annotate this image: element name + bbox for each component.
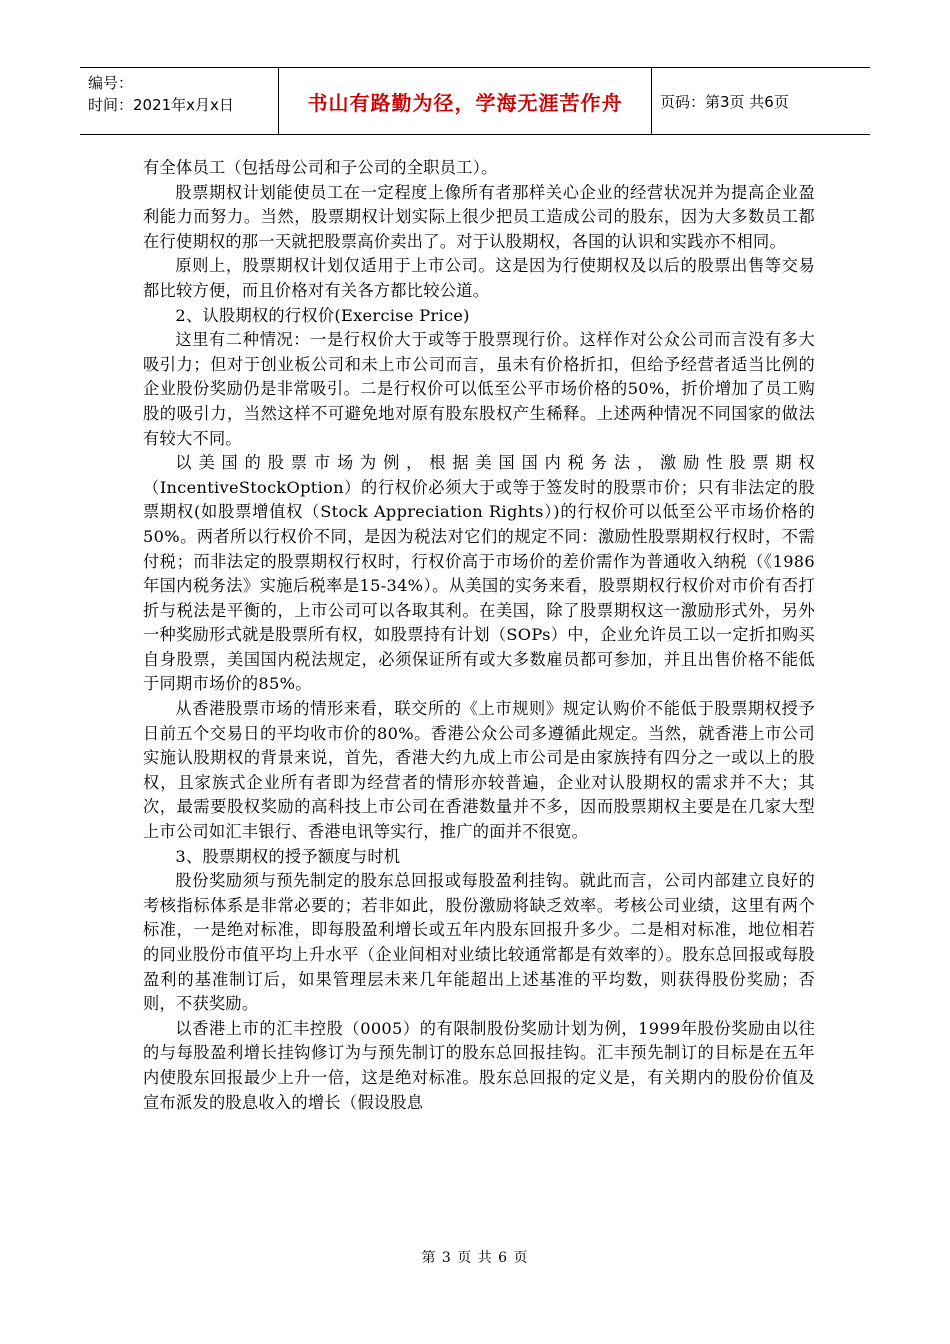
paragraph: 以美国的股票市场为例，根据美国国内税务法，激励性股票期权（IncentiveStockOption）的行权价必须大于或等于签发时的股票市价；只有非法定的股票期权(如股票增值权（Stock Appreciation Rights）)的行权价可以低至公平市场价格的50%。两者所以行权价不同，是因为税法对它们的规定不同：激励性股票期权行权时，不需付税；而非法定的股票期权行权时，行权价高于市场价的差价需作为普通收入纳税（《1986年国内税务法》实施后税率是15-34%）。从美国的实务来看，股票期权行权价对市价有否打折与税法是平衡的，上市公司可以各取其利。在美国，除了股票期权这一激励形式外，另外一种奖励形式就是股票所有权，如股票持有计划（SOPs）中，企业允许员工以一定折扣购买自身股票，美国国内税法规定，必须保证所有或大多数雇员都可参加，并且出售价格不能低于同期市场价的85%。	[143, 453, 815, 694]
document-body	[143, 156, 815, 1115]
paragraph: 从香港股票市场的情形来看，联交所的《上市规则》规定认购价不能低于股票期权授予日前五个交易日的平均收市价的80%。香港公众公司多遵循此规定。当然，就香港上市公司实施认股期权的背景来说，首先，香港大约九成上市公司是由家族持有四分之一或以上的股权，且家族式企业所有者即为经营者的情形亦较普遍，企业对认股期权的需求并不大；其次，最需要股权奖励的高科技上市公司在香港数量并不多，因而股票期权主要是在几家大型上市公司如汇丰银行、香港电讯等实行，推广的面并不很宽。	[143, 699, 815, 842]
document-number-label: 编号：	[88, 74, 134, 92]
section-heading: 3、股票期权的授予额度与时机	[175, 846, 401, 866]
paragraph: 股份奖励须与预先制定的股东总回报或每股盈利挂钩。就此而言，公司内部建立良好的考核指标体系是非常必要的；若非如此，股份激励将缺乏效率。考核公司业绩，这里有两个标准，一是绝对标准，即每股盈利增长或五年内股东回报升多少。二是相对标准，地位相若的同业股份市值平均上升水平（企业间相对业绩比较通常都是有效率的）。股东总回报或每股盈利的基准制订后，如果管理层未来几年能超出上述基准的平均数，则获得股份奖励；否则，不获奖励。	[143, 871, 815, 1014]
section-heading: 2、认股期权的行权价(Exercise Price)	[175, 305, 470, 325]
paragraph: 原则上，股票期权计划仅适用于上市公司。这是因为行使期权及以后的股票出售等交易都比较方便，而且价格对有关各方都比较公道。	[143, 256, 815, 300]
document-date-label: 时间：2021年x月x日	[88, 96, 234, 114]
header-slogan: 书山有路勤为径，学海无涯苦作舟	[278, 68, 652, 134]
paragraph: 以香港上市的汇丰控股（0005）的有限制股份奖励计划为例，1999年股份奖励由以往的与每股盈利增长挂钩修订为与预先制订的股东总回报挂钩。汇丰预先制订的目标是在五年内使股东回报最少上升一倍，这是绝对标准。股东总回报的定义是，有关期内的股份价值及宣布派发的股息收入的增长（假设股息	[143, 1018, 815, 1112]
paragraph: 股票期权计划能使员工在一定程度上像所有者那样关心企业的经营状况并为提高企业盈利能力而努力。当然，股票期权计划实际上很少把员工造成公司的股东，因为大多数员工都在行使期权的那一天就把股票高价卖出了。对于认股期权，各国的认识和实践亦不相同。	[143, 182, 815, 251]
paragraph: 这里有二种情况：一是行权价大于或等于股票现行价。这样作对公众公司而言没有多大吸引力；但对于创业板公司和未上市公司而言，虽未有价格折扣，但给予经营者适当比例的企业股份奖励仍是非常吸引。二是行权价可以低至公平市场价格的50%，折价增加了员工购股的吸引力，当然这样不可避免地对原有股东股权产生稀释。上述两种情况不同国家的做法有较大不同。	[143, 330, 815, 448]
header-page-number: 页码：第3页 共6页	[660, 92, 789, 111]
page-footer: 第 3 页 共 6 页	[421, 1250, 529, 1266]
page-header	[80, 67, 870, 135]
paragraph: 有全体员工（包括母公司和子公司的全职员工）。	[143, 158, 498, 177]
header-meta	[80, 68, 278, 134]
